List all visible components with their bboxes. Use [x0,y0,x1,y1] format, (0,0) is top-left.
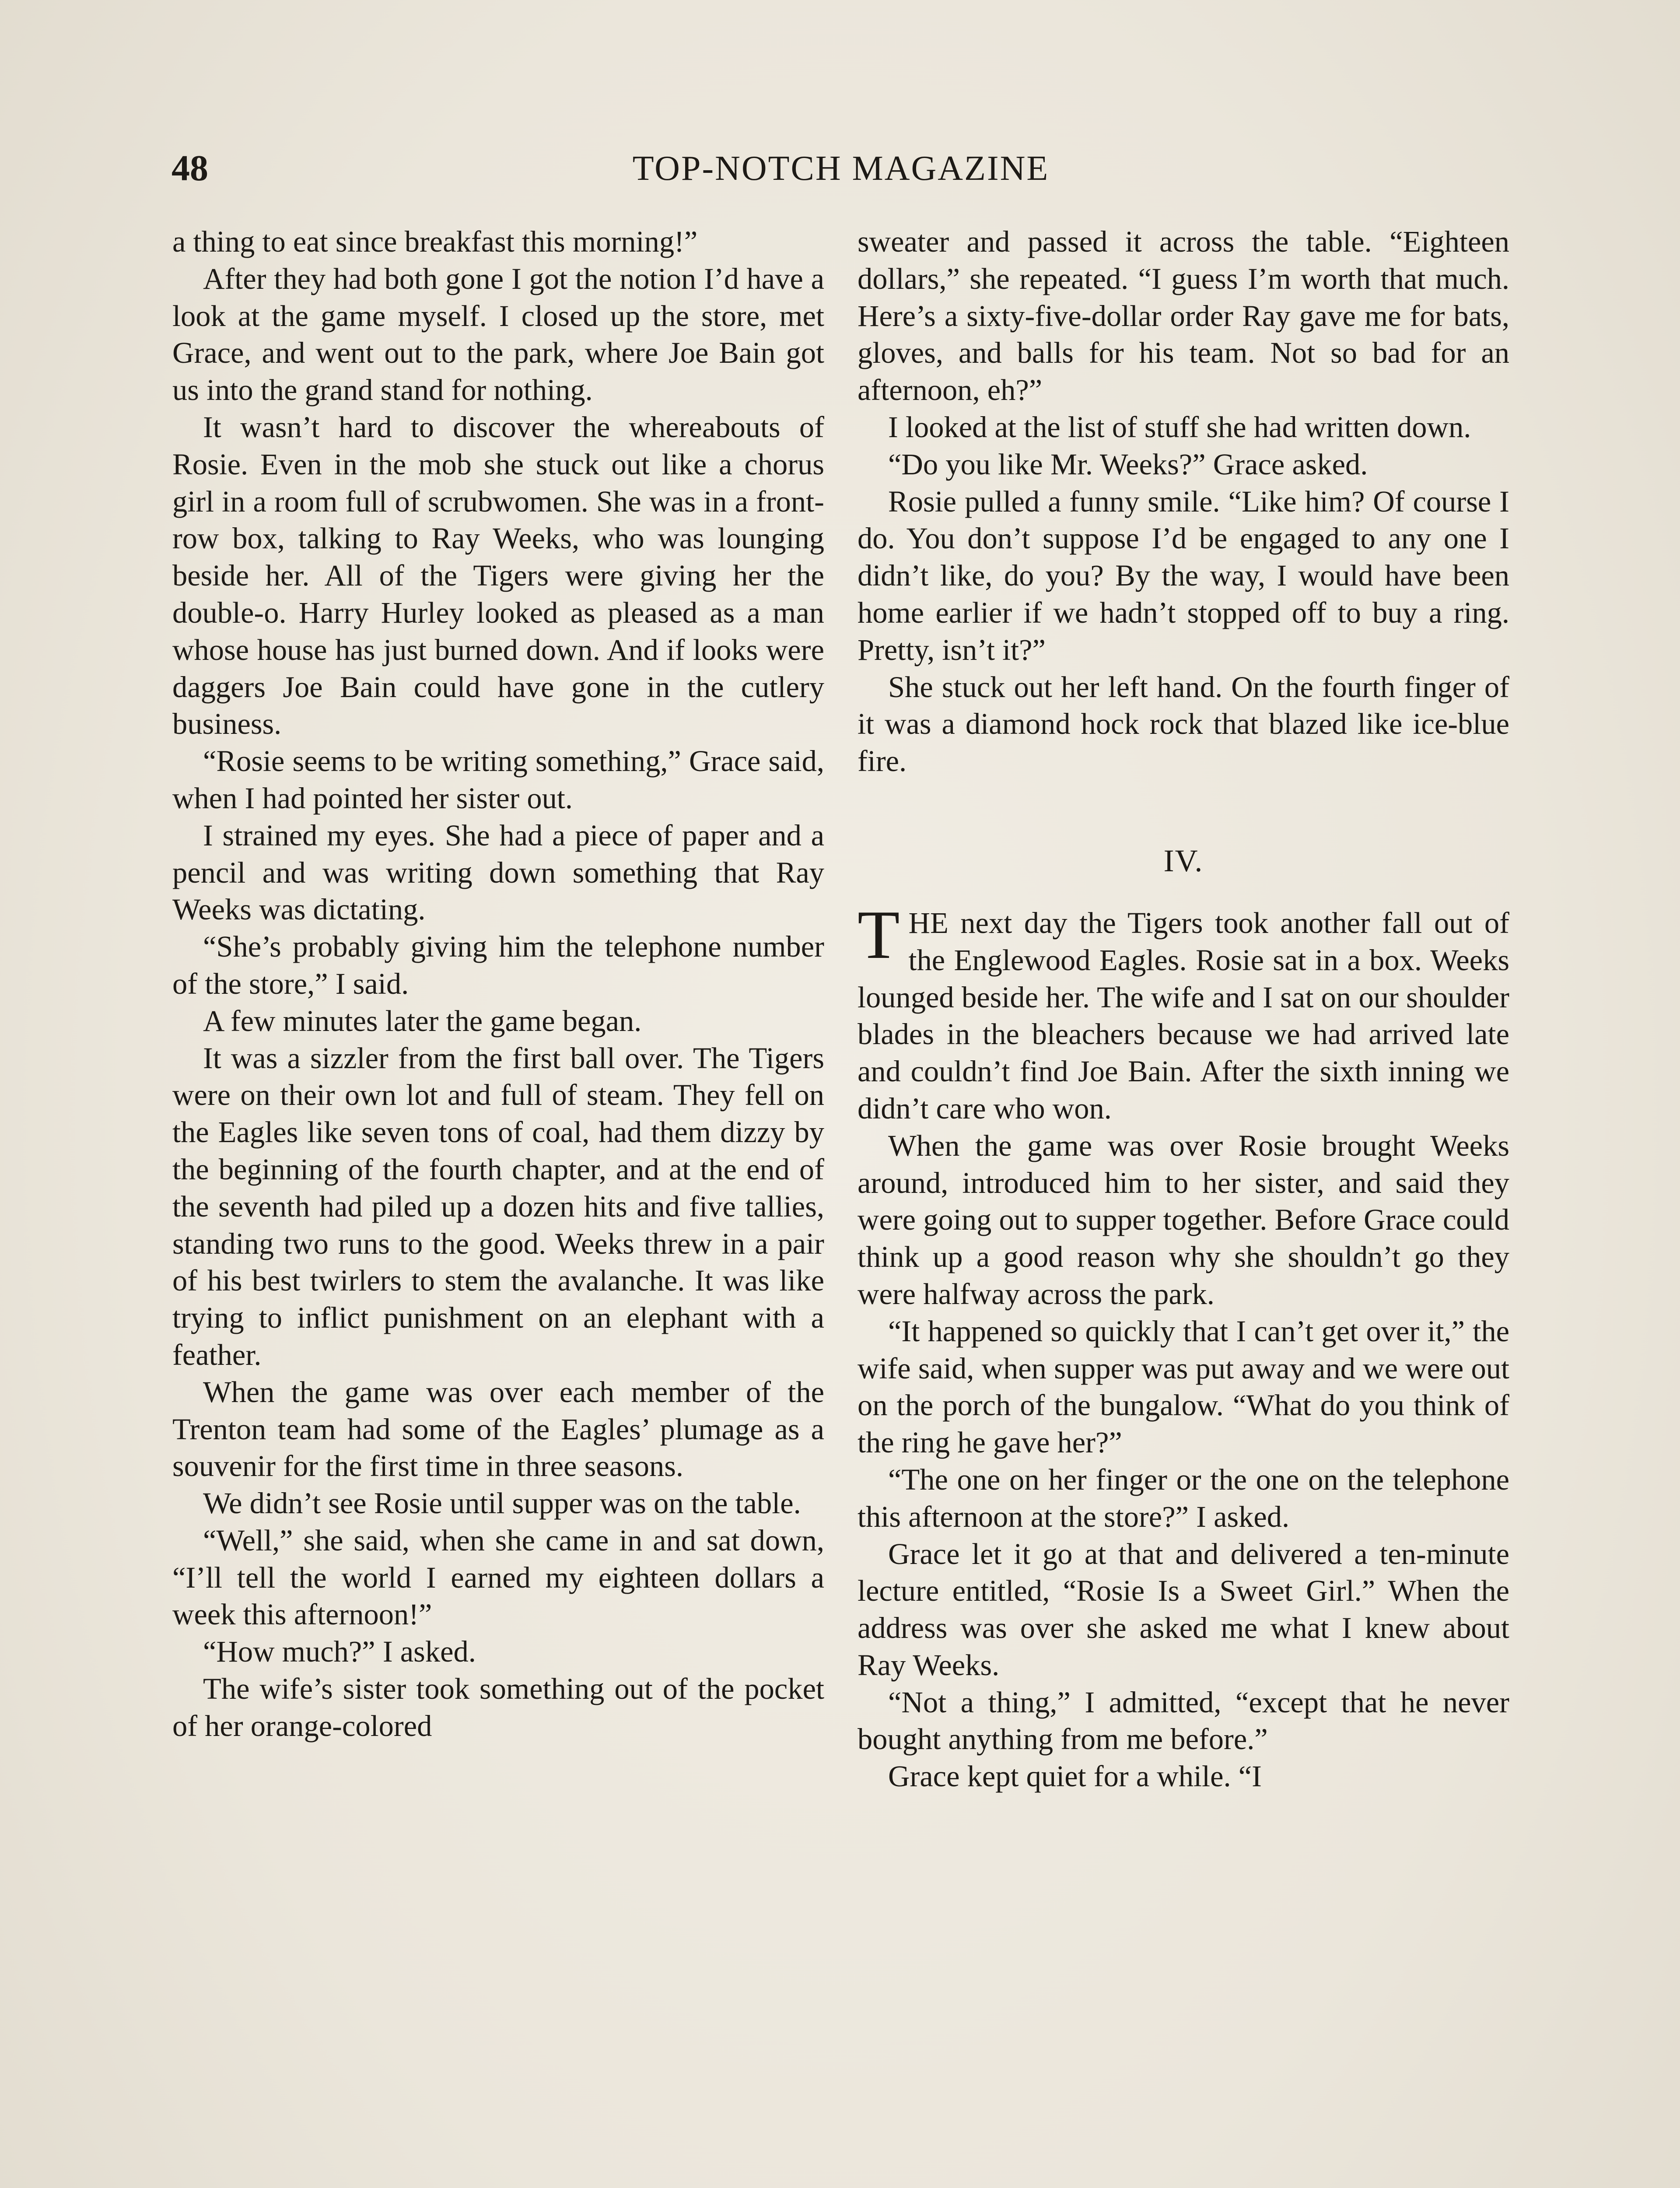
page-number: 48 [172,148,208,189]
paragraph: The wife’s sister took something out of the pocket of her orange-colored [172,1672,824,1743]
paragraph: “Well,” she said, when she came in and sat down, “I’ll tell the world I earned my eighteen dollars a week this afternoon!” [172,1523,824,1631]
paragraph: Rosie pulled a funny smile. “Like him? Of course I do. You don’t suppose I’d be engaged to any one I didn’t like, do you? By the way, I would have been home earlier if we hadn’t stopped off to buy a ring. Pretty, isn’t it?” [858,484,1509,666]
paragraph: It was a sizzler from the first ball over. The Tigers were on their own lot and full of steam. They fell on the Eagles like seven tons of coal, had them dizzy by the beginning of the fourth chapter, and at the end of the seventh had piled up a dozen hits and five tallies, standing two runs to the good. Weeks threw in a pair of his best twirlers to stem the avalanche. It was like trying to inflict punishment on an elephant with a feather. [172,1041,824,1371]
running-title: TOP-NOTCH MAGAZINE [632,149,1050,188]
paragraph: Grace let it go at that and delivered a ten-minute lecture entitled, “Rosie Is a Sweet Girl.” When the address was over she asked me what I knew about Ray Weeks. [858,1537,1509,1682]
paragraph: a thing to eat since breakfast this morning!” [172,225,698,258]
section-heading: IV. [1163,843,1204,878]
paragraph: When the game was over each member of the Trenton team had some of the Eagles’ plumage as a souvenir for the first time in three seasons. [172,1375,824,1483]
paragraph: A few minutes later the game began. [203,1004,642,1038]
paragraph: She stuck out her left hand. On the fourth finger of it was a diamond hock rock that blazed like ice-blue fire. [858,670,1509,778]
opening-text: HE next day the Tigers took another fall out of the Englewood Eagles. Rosie sat in a box. Weeks lounged beside her. The wife and I sat on our shoulder blades in the bleachers because we had arrived late and couldn’t find Joe Bain. After the sixth inning we didn’t care who won. [858,906,1509,1125]
paragraph: Grace kept quiet for a while. “I [888,1760,1262,1793]
paragraph: “It happened so quickly that I can’t get over it,” the wife said, when supper was put away and we were out on the porch of the bungalow. “What do you think of the ring he gave her?” [858,1314,1509,1459]
paragraph: “Rosie seems to be writing something,” Grace said, when I had pointed her sister out. [172,744,824,815]
paragraph: “Do you like Mr. Weeks?” Grace asked. [888,447,1368,481]
paragraph: “She’s probably giving him the telephone number of the store,” I said. [172,930,824,1000]
paragraph: sweater and passed it across the table. “Eighteen dollars,” she repeated. “I guess I’m worth that much. Here’s a sixty-five-dollar order Ray gave me for bats, gloves, and balls for his team. Not so bad for an afternoon, eh?” [858,225,1509,407]
right-column [858,223,1509,1795]
paragraph: When the game was over Rosie brought Weeks around, introduced him to her sister, and said they were going out to supper together. Before Grace could think up a good reason why she shouldn’t go they were halfway across the park. [858,1129,1509,1311]
left-column [172,223,824,1745]
paragraph: “How much?” I asked. [203,1635,476,1669]
paragraph: We didn’t see Rosie until supper was on the table. [203,1487,801,1520]
drop-cap: T [858,896,900,973]
paragraph: I looked at the list of stuff she had written down. [888,410,1471,444]
paragraph: “Not a thing,” I admitted, “except that he never bought anything from me before.” [858,1685,1509,1756]
page-header [172,144,1510,206]
paragraph: After they had both gone I got the notion I’d have a look at the game myself. I closed up the store, met Grace, and went out to the park, where Joe Bain got us into the grand stand for nothing. [172,262,824,407]
paragraph: It wasn’t hard to discover the whereabouts of Rosie. Even in the mob she stuck out like a chorus girl in a room full of scrubwomen. She was in a front-row box, talking to Ray Weeks, who was lounging beside her. All of the Tigers were giving her the double-o. Harry Hurley looked as pleased as a man whose house has just burned down. And if looks were daggers Joe Bain could have gone in the cutlery business. [172,410,824,741]
paragraph: “The one on her finger or the one on the telephone this afternoon at the store?” I asked. [858,1462,1509,1533]
paragraph: I strained my eyes. She had a piece of paper and a pencil and was writing down something that Ray Weeks was dictating. [172,818,824,926]
section-opening-paragraph [858,896,1509,1127]
